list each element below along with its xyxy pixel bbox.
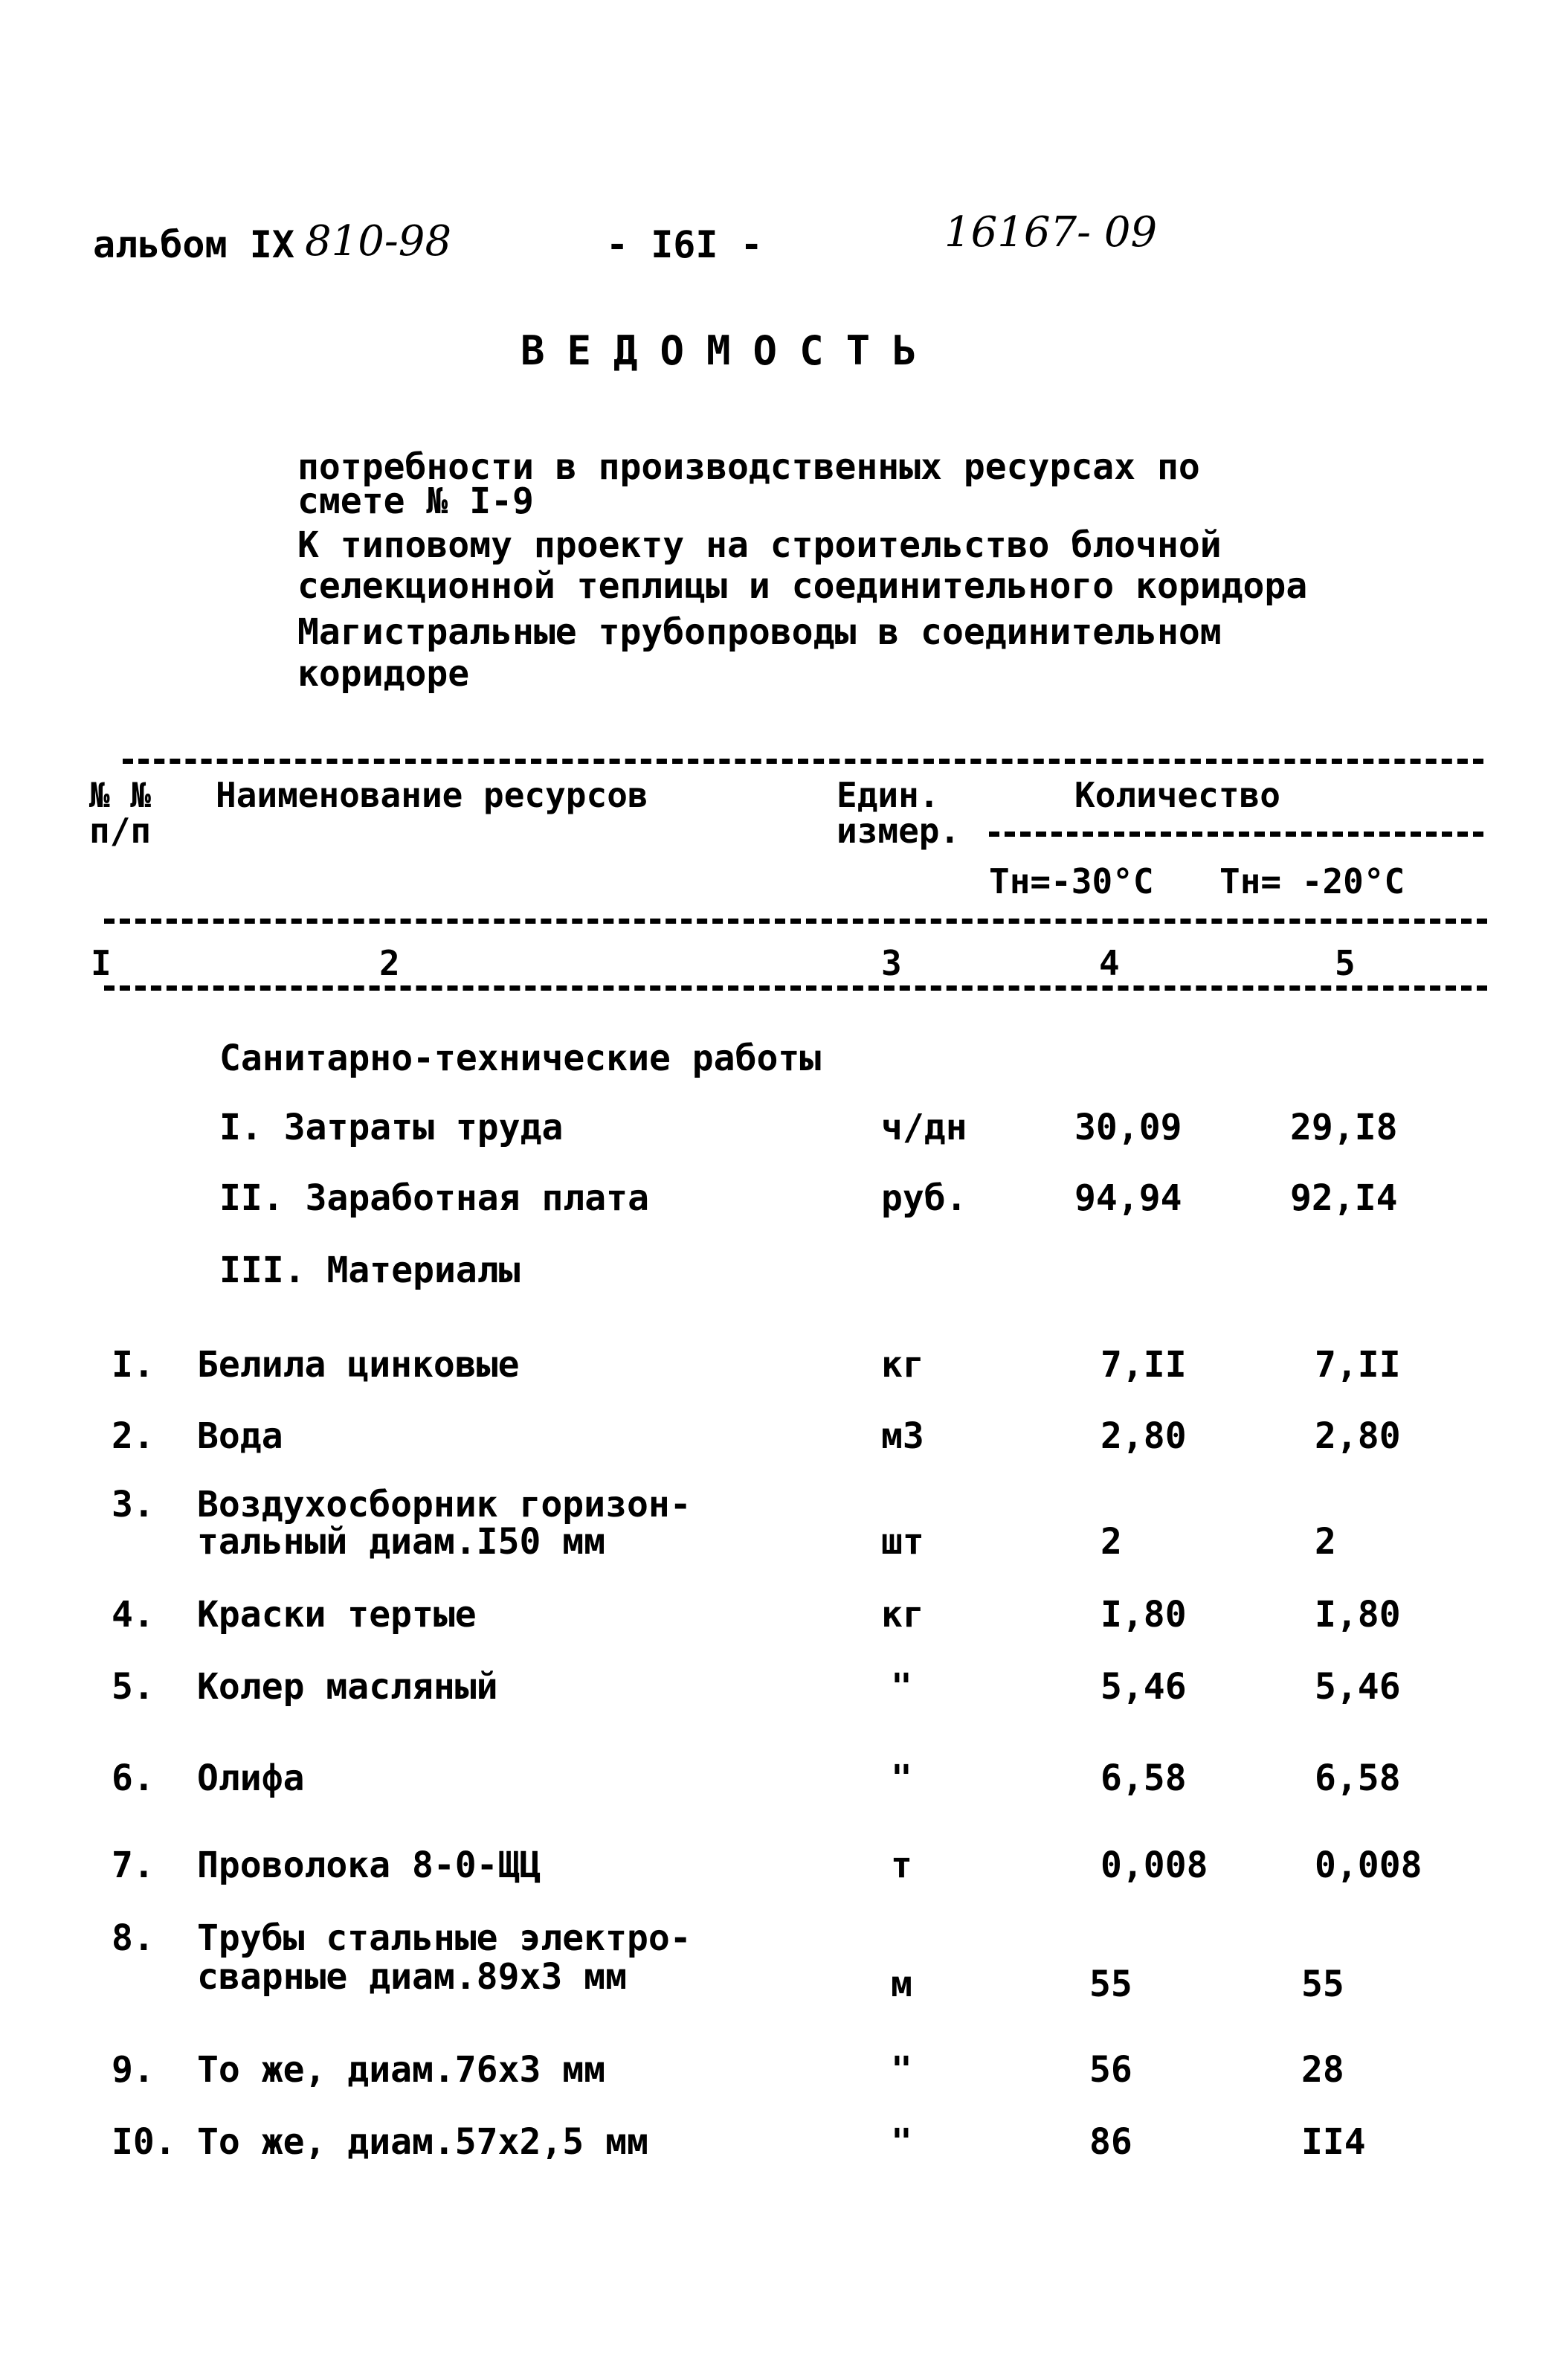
col-number-5: 5	[1335, 943, 1356, 983]
item-value-20: 0,008	[1315, 1844, 1422, 1886]
item-unit: "	[891, 1757, 912, 1799]
subtitle-line-1: потребности в производственных ресурсах по	[297, 446, 1200, 488]
item-name: Проволока 8-0-ЩЦ	[197, 1844, 541, 1886]
item-number: 7.	[112, 1844, 155, 1886]
col-number-3: 3	[881, 943, 902, 983]
summary-unit: ч/дн	[881, 1107, 967, 1148]
subtitle-line-4: селекционной теплицы и соединительного коридора	[297, 565, 1308, 607]
item-number: 5.	[112, 1666, 155, 1708]
item-value-20: II4	[1301, 2121, 1366, 2163]
item-value-30: 86	[1089, 2121, 1132, 2163]
header-top-rule	[123, 759, 1483, 764]
item-unit: "	[891, 2049, 912, 2091]
column-number-rule	[104, 985, 1487, 991]
item-name: То же, диам.57х2,5 мм	[197, 2121, 648, 2163]
header-bottom-rule	[104, 919, 1487, 924]
col-header-quantity: Количество	[1074, 775, 1280, 815]
item-name: Белила цинковые	[197, 1344, 520, 1386]
item-name: Вода	[197, 1415, 283, 1457]
document-title: ВЕДОМОСТЬ	[521, 327, 939, 374]
quantity-rule	[989, 832, 1483, 837]
item-number: I.	[112, 1344, 155, 1386]
item-number: 8.	[112, 1917, 155, 1959]
col-header-unit-2: измер.	[837, 811, 961, 851]
subtitle-line-3: К типовому проекту на строительство блочной	[297, 524, 1222, 566]
item-number: 6.	[112, 1757, 155, 1799]
item-value-20: I,80	[1315, 1594, 1401, 1636]
col-header-num: № №	[89, 775, 152, 815]
item-unit: "	[891, 1666, 912, 1708]
item-value-30: 56	[1089, 2049, 1132, 2091]
album-code-handwritten: 810-98	[305, 217, 452, 266]
page-number: - I6I -	[606, 223, 763, 266]
summary-value-30: 94,94	[1074, 1177, 1182, 1219]
col-header-num-2: п/п	[89, 811, 152, 851]
item-unit: шт	[881, 1521, 924, 1563]
item-name-continued: тальный диам.I50 мм	[197, 1521, 606, 1563]
item-value-30: 2,80	[1100, 1415, 1187, 1457]
item-number: 2.	[112, 1415, 155, 1457]
item-value-20: 28	[1301, 2049, 1344, 2091]
subtitle-line-6: коридоре	[297, 653, 470, 695]
subtitle-line-5: Магистральные трубопроводы в соединительном	[297, 611, 1222, 653]
col-number-2: 2	[379, 943, 400, 983]
item-value-30: 55	[1089, 1964, 1132, 2005]
item-value-20: 5,46	[1315, 1666, 1401, 1708]
item-unit: т	[891, 1844, 912, 1886]
summary-label: II. Заработная плата	[219, 1177, 649, 1219]
item-value-20: 2,80	[1315, 1415, 1401, 1457]
document-number-handwritten: 16167- 09	[944, 208, 1158, 257]
item-name: Краски тертые	[197, 1594, 477, 1636]
item-number: I0.	[112, 2121, 176, 2163]
item-number: 4.	[112, 1594, 155, 1636]
summary-label: I. Затраты труда	[219, 1107, 564, 1148]
item-value-20: 6,58	[1315, 1757, 1401, 1799]
summary-unit: руб.	[881, 1177, 967, 1219]
item-name: Трубы стальные электро-	[197, 1917, 692, 1959]
item-name: Колер масляный	[197, 1666, 498, 1708]
item-number: 9.	[112, 2049, 155, 2091]
summary-value-20: 29,I8	[1290, 1107, 1398, 1148]
item-unit: м3	[881, 1415, 924, 1457]
item-unit: кг	[881, 1594, 924, 1636]
col-header-temp-20: Тн= -20°С	[1219, 861, 1405, 901]
item-name: Олифа	[197, 1757, 305, 1799]
item-value-20: 2	[1315, 1521, 1336, 1563]
item-value-30: 7,II	[1100, 1344, 1187, 1386]
subtitle-line-2: смете № I-9	[297, 480, 534, 522]
summary-value-30: 30,09	[1074, 1107, 1182, 1148]
item-value-20: 7,II	[1315, 1344, 1401, 1386]
item-value-30: 2	[1100, 1521, 1122, 1563]
col-header-unit: Един.	[837, 775, 940, 815]
item-value-20: 55	[1301, 1964, 1344, 2005]
album-label: альбом IX	[93, 223, 294, 266]
item-number: 3.	[112, 1484, 155, 1525]
item-unit: м	[891, 1964, 912, 2005]
item-value-30: 6,58	[1100, 1757, 1187, 1799]
item-value-30: 5,46	[1100, 1666, 1187, 1708]
item-name: То же, диам.76х3 мм	[197, 2049, 606, 2091]
item-name: Воздухосборник горизон-	[197, 1484, 692, 1525]
item-name-continued: сварные диам.89х3 мм	[197, 1956, 627, 1998]
item-value-30: 0,008	[1100, 1844, 1208, 1886]
summary-label: III. Материалы	[219, 1250, 521, 1291]
col-header-name: Наименование ресурсов	[216, 775, 648, 815]
item-value-30: I,80	[1100, 1594, 1187, 1636]
item-unit: кг	[881, 1344, 924, 1386]
col-number-1: I	[91, 943, 112, 983]
col-number-4: 4	[1099, 943, 1120, 983]
section-title: Санитарно-технические работы	[219, 1038, 822, 1079]
col-header-temp-30: Тн=-30°С	[989, 861, 1154, 901]
summary-value-20: 92,I4	[1290, 1177, 1398, 1219]
item-unit: "	[891, 2121, 912, 2163]
